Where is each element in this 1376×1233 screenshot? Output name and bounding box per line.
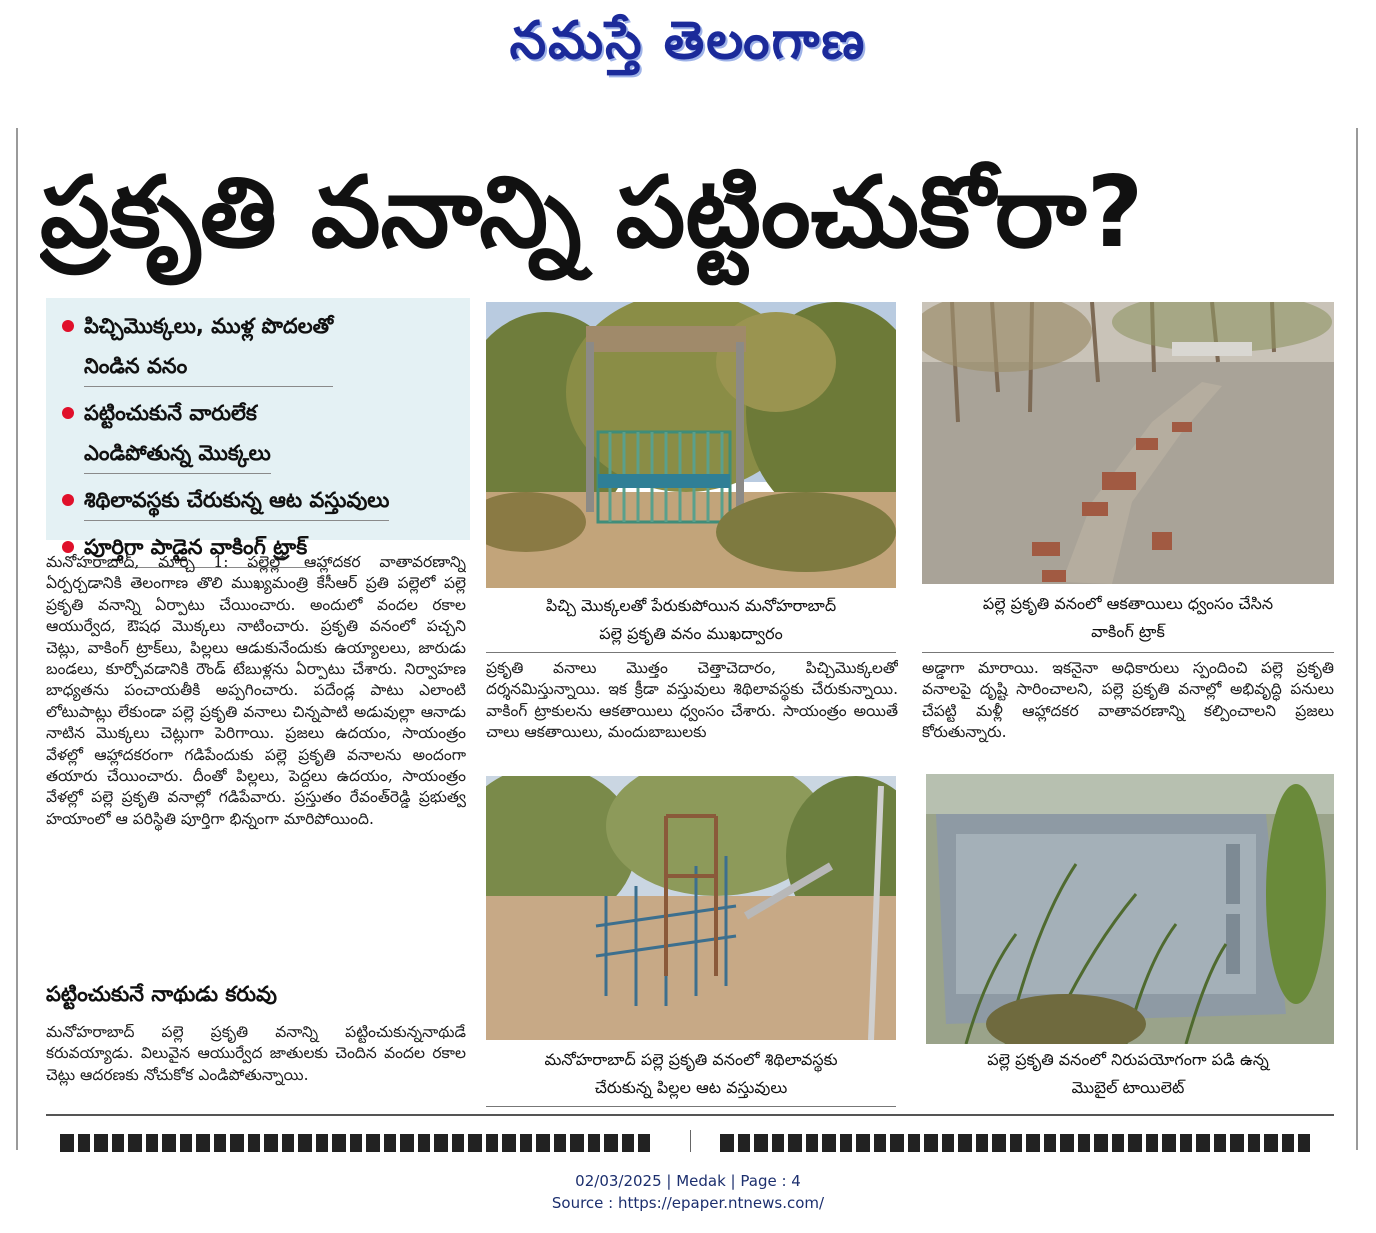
photo-caption: పల్లె ప్రకృతి వనంలో ఆకతాయిలు ధ్వంసం చేసిన వాకింగ్ ట్రాక్ xyxy=(982,594,1274,641)
photo-walking-track xyxy=(922,302,1334,584)
highlight-item xyxy=(62,393,460,474)
footer-date-edition: 02/03/2025 | Medak | Page : 4 xyxy=(575,1172,801,1190)
highlight-item xyxy=(62,306,460,387)
body-column-1-continued: మనోహరాబాద్ పల్లె ప్రకృతి వనాన్ని పట్టించుకున్ననాథుడే కరువయ్యాడు. విలువైన ఆయుర్వేద జాతులకు చెందిన వందల రకాల చెట్లు ఆదరణకు నోచుకోక ఎండిపోతున్నాయి. xyxy=(46,1023,466,1084)
teaser-divider xyxy=(690,1130,691,1152)
highlight-text: పట్టించుకునే వారులేక ఎండిపోతున్న మొక్కలు xyxy=(84,393,271,474)
caption-rule xyxy=(922,652,1334,653)
footer-source-link[interactable]: Source : https://epaper.ntnews.com/ xyxy=(551,1194,825,1212)
photo-caption: పల్లె ప్రకృతి వనంలో నిరుపయోగంగా పడి ఉన్న మొబైల్ టాయిలెట్ xyxy=(987,1050,1269,1097)
next-story-teaser-left xyxy=(60,1134,650,1152)
bullet-icon xyxy=(62,494,74,506)
body-column-2: ప్రకృతి వనాలు మొత్తం చెత్తాచెదారం, పిచ్చిమొక్కలతో దర్శనమిస్తున్నాయి. ఇక క్రీడా వస్తువులు శిథిలావస్థకు చేరుకున్నాయి. వాకింగ్ ట్రాకులను ఆకతాయిలు ధ్వంసం చేశారు. సాయంత్రం అయితే చాలు ఆకతాయిలు, మందుబాబులకు xyxy=(486,659,898,742)
highlight-text: పిచ్చిమొక్కలు, ముళ్ల పొదలతో నిండిన వనం xyxy=(84,306,333,387)
photo-play-equipment xyxy=(486,776,896,1040)
highlight-text: పూర్తిగా పాడైన వాకింగ్ ట్రాక్ xyxy=(84,527,307,568)
footer xyxy=(0,1170,1376,1214)
caption-rule xyxy=(486,652,896,653)
bullet-icon xyxy=(62,320,74,332)
next-story-teaser-right xyxy=(720,1134,1310,1152)
photo-park-gate xyxy=(486,302,896,588)
highlight-item xyxy=(62,480,460,521)
masthead-logo: నమస్తే తెలంగాణ xyxy=(509,10,867,71)
caption-rule xyxy=(486,1106,896,1107)
frame-left-rule xyxy=(16,128,18,1150)
photo-caption: పిచ్చి మొక్కలతో పేరుకుపోయిన మనోహరాబాద్ పల్లె ప్రకృతి వనం ముఖద్వారం xyxy=(545,596,837,643)
bullet-icon xyxy=(62,407,74,419)
highlight-text: శిథిలావస్థకు చేరుకున్న ఆట వస్తువులు xyxy=(84,480,389,521)
photo-caption: మనోహరాబాద్ పల్లె ప్రకృతి వనంలో శిథిలావస్థకు చేరుకున్న పిల్లల ఆట వస్తువులు xyxy=(544,1050,838,1097)
body-column-3: అడ్డాగా మారాయి. ఇకనైనా అధికారులు స్పందించి పల్లె ప్రకృతి వనాలపై దృష్టి సారించాలని, పల్లె ప్రకృతి వనాల్లో అభివృద్ధి పనులు చేపట్టి మళ్లీ ఆహ్లాదకర వాతావరణాన్ని కల్పించాలని ప్రజలు కోరుతున్నారు. xyxy=(922,659,1334,742)
headline: ప్రకృతి వనాన్ని పట్టించుకోరా? xyxy=(40,156,1144,270)
subheading: పట్టించుకునే నాథుడు కరువు xyxy=(46,982,277,1006)
frame-right-rule xyxy=(1356,128,1358,1150)
highlights-box xyxy=(46,298,470,559)
photo-mobile-toilet xyxy=(926,774,1334,1044)
body-column-1: మనోహరాబాద్, మార్చి 1: పల్లెల్లో ఆహ్లాదకర వాతావరణాన్ని ఏర్పర్చడానికి తెలంగాణ తొలి ముఖ్యమంత్రి కేసీఆర్ ప్రతి పల్లెలో పల్లె ప్రకృతి వనాన్ని ఏర్పాటు చేయించారు. అందులో వందల రకాల ఆయుర్వేద, ఔషధ మొక్కలు నాటించారు. ప్రకృతి వనంలో పచ్చని చెట్లు, వాకింగ్ ట్రాక్‌లు, పిల్లలు ఆడుకునేందుకు ఉయ్యాలలు, జారుడు బండలు, కూర్చోవడానికి రౌండ్ టేబుళ్లను ఏర్పాటు చేశారు. నిర్వాహణ బాధ్యతను పంచాయతీకి అప్పగించారు. పదేండ్ల పాటు ఎలాంటి లోటుపాట్లు లేకుండా పల్లె ప్రకృతి వనాలు చిన్నపాటి అడువుల్లా ఆనాడు నాటిన మొక్కలు చెట్లుగా పెరిగాయి. ప్రజలు ఉదయం, సాయంత్రం వేళల్లో ఆహ్లాదకరంగా గడిపేందుకు పల్లె ప్రకృతి వనాలను అందంగా తయారు చేయించారు. దీంతో పిల్లలు, పెద్దలు ఉదయం, సాయంత్రం వేళల్లో పల్లె ప్రకృతి వనాల్లో గడిపేవారు. ప్రస్తుతం రేవంత్‌రెడ్డి ప్రభుత్వ హయాంలో ఆ పరిస్థితి పూర్తిగా భిన్నంగా మారిపోయింది. xyxy=(46,553,466,828)
bottom-rule xyxy=(46,1114,1334,1116)
